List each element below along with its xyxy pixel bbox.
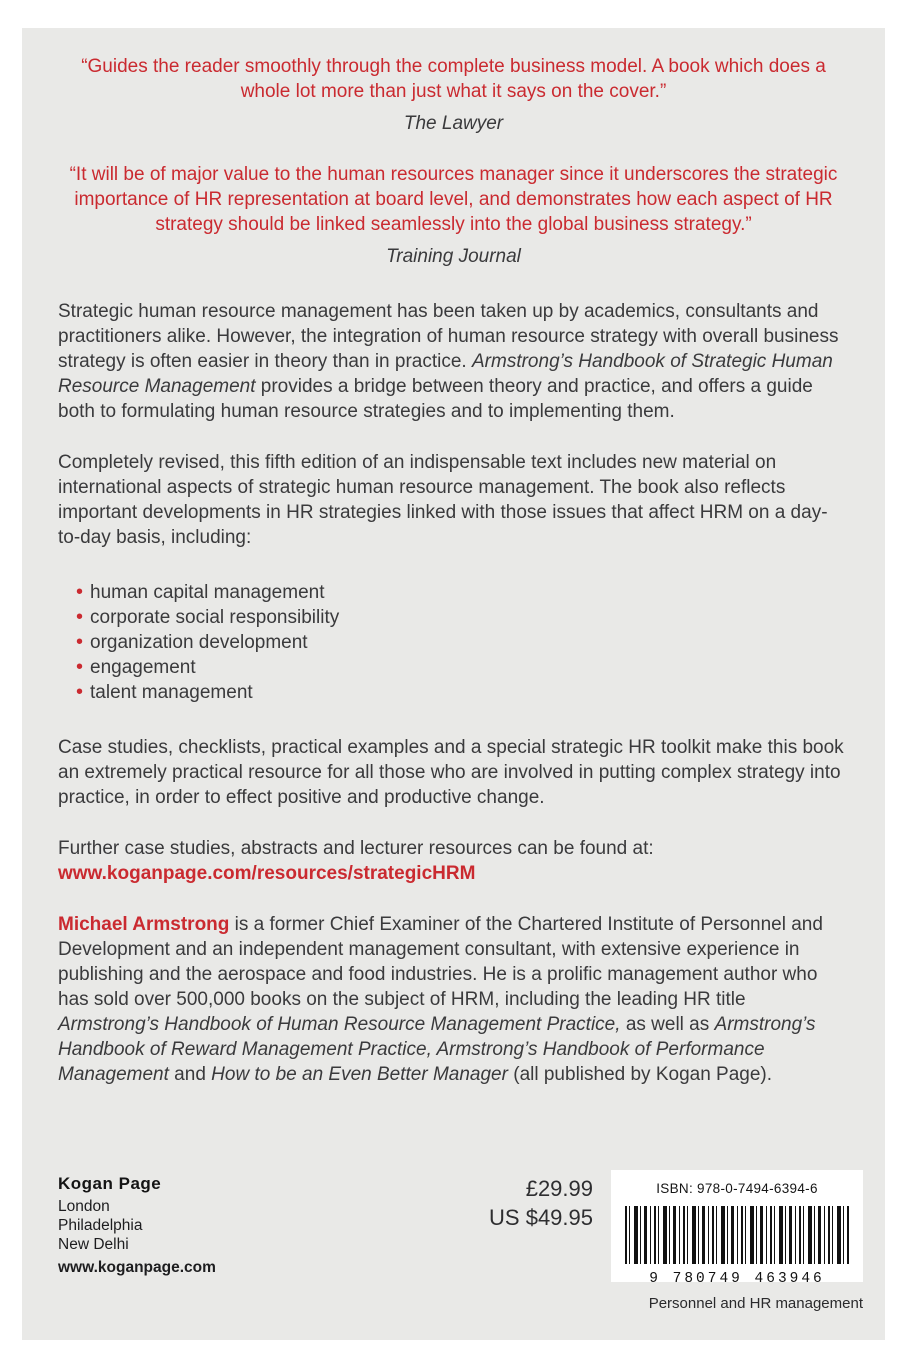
body-paragraph-2: Completely revised, this fifth edition of an indispensable text includes new material on international aspects of strategic human resource management. The book also reflects important developments in HR strategies linked with those issues that affect HRM on a day-to-day basis, including: [58,452,828,548]
isbn-label: ISBN: 978-0-7494-6394-6 [656,1181,818,1196]
barcode-column [611,1170,863,1316]
book-back-cover [22,28,885,1340]
price-gbp: £29.99 [525,1176,593,1201]
bullet-item: • engagement [76,655,849,680]
publisher-block [58,1170,216,1277]
publisher-website: www.koganpage.com [58,1259,216,1276]
bullet-item: • talent management [76,680,849,705]
barcode-panel [611,1170,863,1287]
bullet-item: • organization development [76,630,849,655]
category-label: Personnel and HR management [648,1295,863,1312]
cover-footer [58,1170,863,1316]
bullet-item: • human capital management [76,580,849,605]
body-paragraph-3: Case studies, checklists, practical examples and a special strategic HR toolkit make this book an extremely practical resource for all those who are involved in putting complex strategy into practice, in order to effect positive and productive change. [58,737,844,808]
review-quote-1-source: The Lawyer [403,113,504,134]
barcode-image [625,1206,849,1264]
bullet-list [58,580,849,705]
publisher-logo: Kogan Page [58,1174,162,1193]
resources-url: www.koganpage.com/resources/strategicHRM [58,863,476,884]
resources-intro: Further case studies, abstracts and lecturer resources can be found at: [58,838,654,859]
bullet-item: • corporate social responsibility [76,605,849,630]
list-item: London [58,1198,110,1215]
price-block [489,1170,609,1232]
price-usd: US $49.95 [489,1205,593,1230]
review-quote-2: “It will be of major value to the human resources manager since it underscores the strategic importance of HR representation at board level, and demonstrates how each aspect of HR strategy should be linked seamlessly into the global business strategy.” [69,164,838,235]
body-paragraph-1: Strategic human resource management has been taken up by academics, consultants and practitioners alike. However, the integration of human resource strategy with overall business strategy is often easier in theory than in practice. Armstrong’s Handbook of Strategic Human Resource Management provides a bridge between theory and practice, and offers a guide both to formulating human resource strategies and to implementing them. [58,301,839,422]
list-item: New Delhi [58,1236,129,1253]
spacer [58,136,849,162]
spacer [58,269,849,299]
publisher-cities [58,1197,216,1254]
author-bio-paragraph: Michael Armstrong is a former Chief Examiner of the Chartered Institute of Personnel and Development and an independent management consultant, with extensive experience in publishing and the aerospace and food industries. He is a prolific management author who has sold over 500,000 books on the subject of HRM, including the leading HR title Armstrong’s Handbook of Human Resource Management Practice, as well as Armstrong’s Handbook of Reward Management Practice, Armstrong’s Handbook of Performance Management and How to be an Even Better Manager (all published by Kogan Page). [58,914,823,1085]
list-item: Philadelphia [58,1217,143,1234]
review-quote-2-source: Training Journal [386,246,521,267]
review-quote-1: “Guides the reader smoothly through the complete business model. A book which does a whole lot more than just what it says on the cover.” [81,56,826,102]
barcode-digits: 9 780749 463946 [649,1271,825,1287]
